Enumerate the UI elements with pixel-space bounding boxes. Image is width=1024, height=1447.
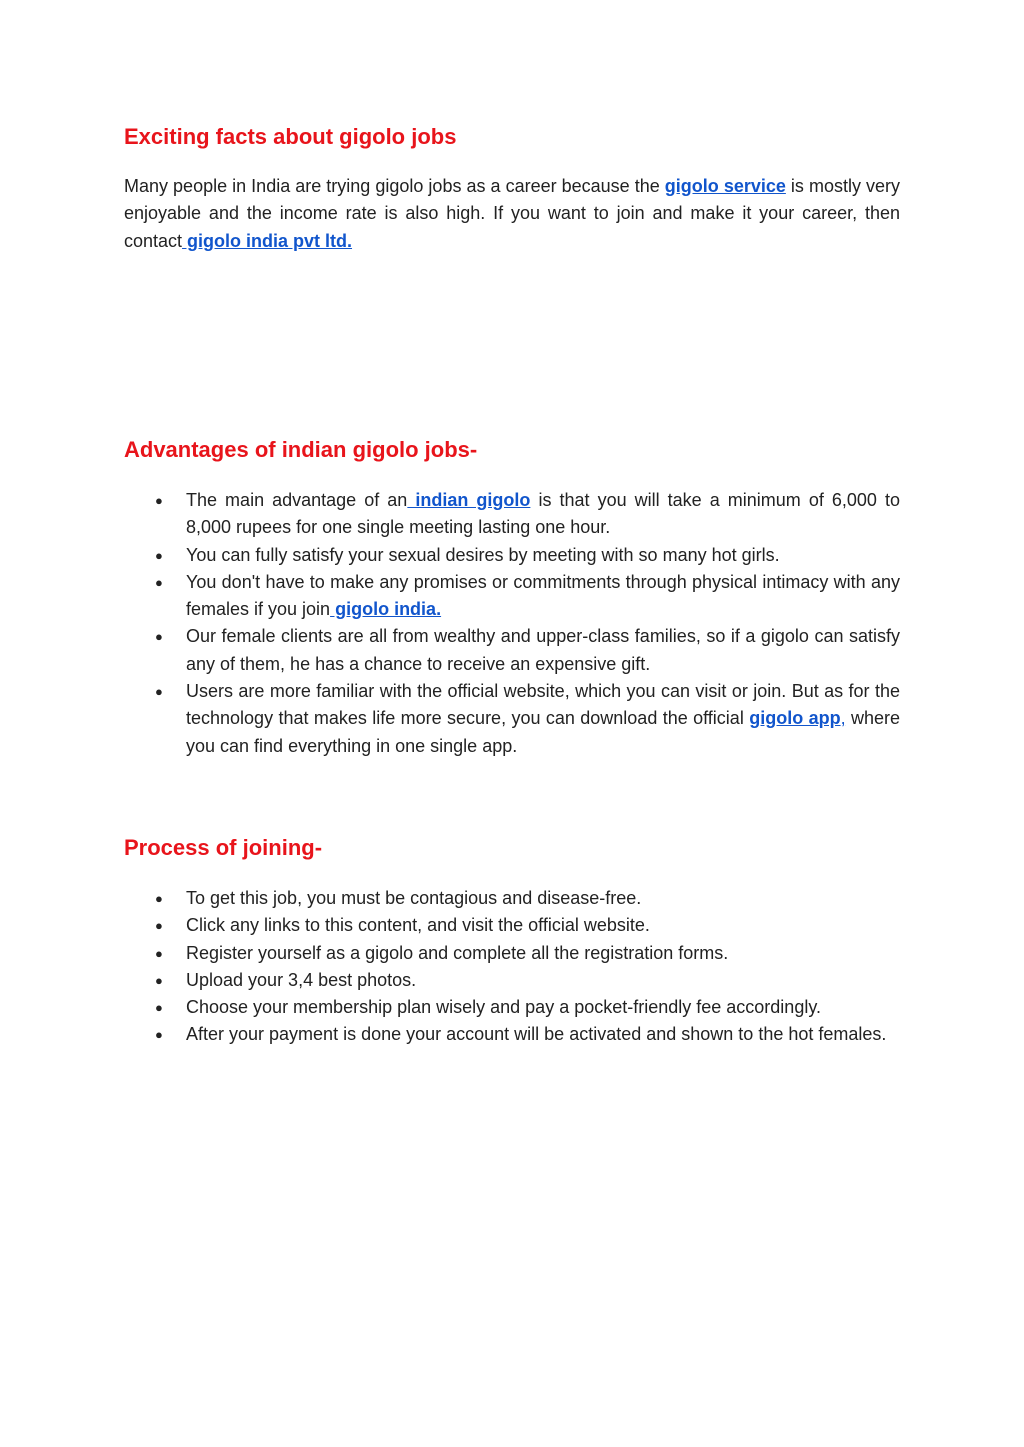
- list-item: ● You don't have to make any promises or commitments through physical intimacy with any females if you join gigolo india.: [124, 569, 900, 624]
- gigolo-india-pvt-ltd-link[interactable]: gigolo india pvt ltd.: [182, 230, 353, 251]
- list-item: ● Click any links to this content, and visit the official website.: [124, 912, 900, 939]
- bullet-icon: ●: [155, 918, 163, 934]
- process-heading: Process of joining-: [124, 835, 323, 860]
- bullet-icon: ●: [155, 493, 163, 508]
- bullet-icon: ●: [155, 972, 163, 988]
- gigolo-app-link[interactable]: gigolo app,: [749, 708, 846, 729]
- process-section: [124, 834, 900, 1049]
- facts-text-2: is mostly very enjoyable and the income rate is also high. If you want to join and make it your career, then contact: [124, 176, 900, 251]
- facts-heading: Exciting facts about gigolo jobs: [124, 124, 457, 149]
- indian-gigolo-link[interactable]: indian gigolo: [407, 490, 531, 510]
- gigolo-service-link[interactable]: gigolo service: [664, 176, 786, 196]
- advantages-section: [124, 436, 900, 760]
- list-item: ● Our female clients are all from wealthy and upper-class families, so if a gigolo can satisfy any of them, he has a chance to receive an expensive gift.: [124, 623, 900, 678]
- facts-paragraph: [124, 173, 900, 255]
- list-item: ● Choose your membership plan wisely and pay a pocket-friendly fee accordingly.: [124, 994, 900, 1021]
- facts-text-1: Many people in India are trying gigolo jobs as a career because the: [124, 176, 665, 196]
- bullet-icon: ●: [155, 891, 163, 906]
- bullet-icon: ●: [155, 945, 163, 961]
- list-item: ● Users are more familiar with the official website, which you can visit or join. But as for the technology that makes life more secure, you can download the official gigolo app, where you can find everything in one single app.: [124, 678, 900, 760]
- list-item: ● To get this job, you must be contagious and disease-free.: [124, 885, 900, 912]
- advantages-heading: Advantages of indian gigolo jobs-: [124, 437, 478, 462]
- bullet-icon: ●: [155, 629, 163, 645]
- advantages-list: [124, 487, 900, 760]
- bullet-icon: ●: [155, 1000, 163, 1016]
- list-item: ● Upload your 3,4 best photos.: [124, 967, 900, 994]
- bullet-icon: ●: [155, 684, 163, 700]
- bullet-icon: ●: [155, 547, 163, 563]
- list-item: ● You can fully satisfy your sexual desires by meeting with so many hot girls.: [124, 542, 900, 569]
- process-list: [124, 885, 900, 1049]
- list-item: ● After your payment is done your account will be activated and shown to the hot females.: [124, 1021, 900, 1048]
- facts-section: [124, 123, 900, 255]
- list-item: ● Register yourself as a gigolo and complete all the registration forms.: [124, 940, 900, 967]
- gigolo-india-link[interactable]: gigolo india.: [330, 599, 442, 620]
- bullet-icon: ●: [155, 574, 163, 590]
- bullet-icon: ●: [155, 1027, 163, 1043]
- list-item: ● The main advantage of an indian gigolo is that you will take a minimum of 6,000 to 8,000 rupees for one single meeting lasting one hour.: [124, 487, 900, 542]
